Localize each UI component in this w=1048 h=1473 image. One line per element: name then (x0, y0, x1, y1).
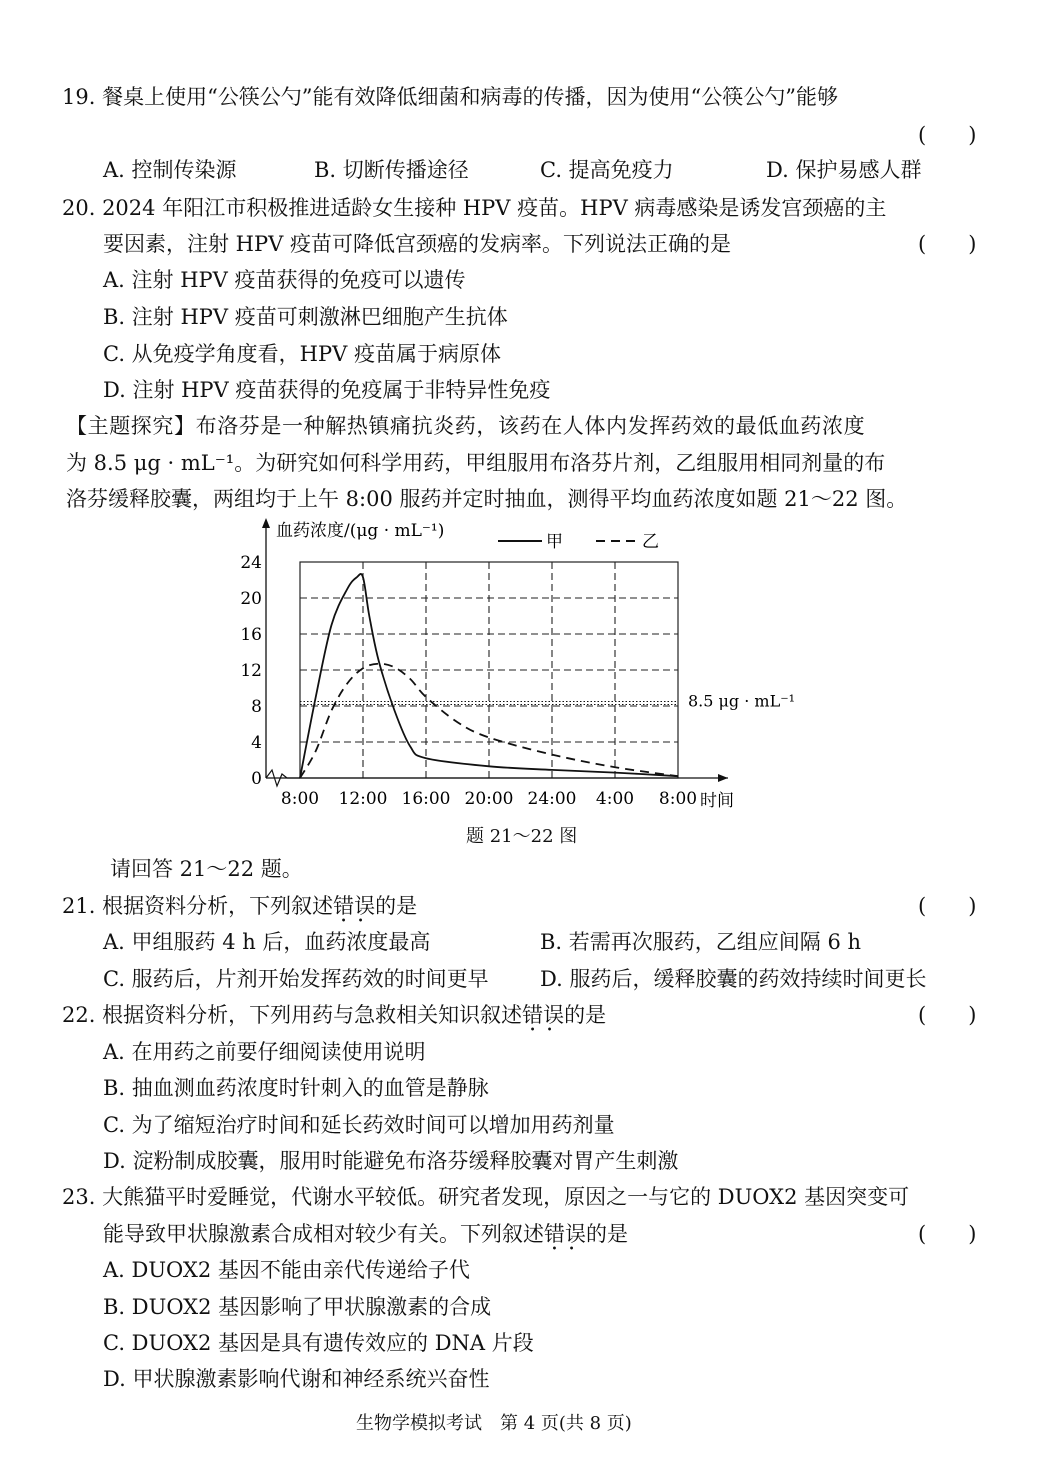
q23-option-c[interactable]: C. DUOX2 基因是具有遗传效应的 DNA 片段 (103, 1331, 534, 1355)
x-tick-label-2: 16:00 (401, 789, 451, 809)
q19-stem: 19. 餐桌上使用“公筷公勺”能有效降低细菌和病毒的传播，因为使用“公筷公勺”能够 (62, 85, 839, 109)
q19-answer-paren[interactable]: ( ) (918, 123, 977, 147)
q23-answer-paren[interactable]: ( ) (918, 1222, 977, 1246)
x-axis-label: 时间 (700, 791, 734, 811)
x-tick-label-6: 8:00 (658, 789, 698, 809)
q19-option-d[interactable]: D. 保护易感人群 (766, 158, 922, 182)
y-tick-label-4: 4 (251, 733, 262, 753)
q22-option-a[interactable]: A. 在用药之前要仔细阅读使用说明 (103, 1040, 426, 1064)
x-tick-label-3: 20:00 (464, 789, 514, 809)
q20-stem-line2: 要因素，注射 HPV 疫苗可降低宫颈癌的发病率。下列说法正确的是 (103, 232, 731, 256)
q20-option-c[interactable]: C. 从免疫学角度看，HPV 疫苗属于病原体 (103, 342, 501, 366)
page-footer: 生物学模拟考试 第 4 页(共 8 页) (356, 1413, 632, 1434)
q23-option-d[interactable]: D. 甲状腺激素影响代谢和神经系统兴奋性 (103, 1367, 490, 1391)
q21-option-c[interactable]: C. 服药后，片剂开始发挥药效的时间更早 (103, 967, 489, 991)
legend-label-jia: 甲 (546, 532, 563, 552)
q20-stem-line1: 20. 2024 年阳江市积极推进适龄女生接种 HPV 疫苗。HPV 病毒感染是诱发宫颈癌的主 (62, 196, 887, 220)
q22-stem: 22. 根据资料分析，下列用药与急救相关知识叙述错误 • •的是 (62, 1002, 606, 1028)
x-tick-label-5: 4:00 (595, 789, 635, 809)
q22-emphasis: 错误 • • (522, 1002, 564, 1028)
q23-emphasis: 错误 • • (544, 1221, 586, 1247)
y-tick-label-8: 8 (251, 697, 262, 717)
y-axis-arrow (262, 518, 270, 528)
theme-line2: 为 8.5 μg · mL⁻¹。为研究如何科学用药，甲组服用布洛芬片剂，乙组服用相同剂量的布 (66, 451, 886, 475)
y-tick-label-0: 0 (251, 769, 262, 789)
threshold-label: 8.5 μg · mL⁻¹ (688, 691, 796, 711)
q20-option-a[interactable]: A. 注射 HPV 疫苗获得的免疫可以遗传 (103, 268, 466, 292)
blood-drug-concentration-chart (240, 516, 796, 816)
q21-emphasis: 错误 • • (333, 893, 375, 919)
q22-option-b[interactable]: B. 抽血测血药浓度时针刺入的血管是静脉 (103, 1076, 489, 1100)
x-tick-label-1: 12:00 (338, 789, 388, 809)
instruction-text: 请回答 21～22 题。 (110, 857, 303, 881)
q23-option-a[interactable]: A. DUOX2 基因不能由亲代传递给子代 (103, 1258, 470, 1282)
q21-option-d[interactable]: D. 服药后，缓释胶囊的药效持续时间更长 (540, 967, 927, 991)
q19-option-a[interactable]: A. 控制传染源 (103, 158, 237, 182)
q21-stem: 21. 根据资料分析，下列叙述错误 • •的是 (62, 893, 417, 919)
q21-option-a[interactable]: A. 甲组服药 4 h 后，血药浓度最高 (103, 930, 431, 954)
q22-option-c[interactable]: C. 为了缩短治疗时间和延长药效时间可以增加用药剂量 (103, 1113, 615, 1137)
q23-stem-line2: 能导致甲状腺激素合成相对较少有关。下列叙述错误 • •的是 (103, 1221, 628, 1247)
q23-option-b[interactable]: B. DUOX2 基因影响了甲状腺激素的合成 (103, 1295, 492, 1319)
q23-stem-line1: 23. 大熊猫平时爱睡觉，代谢水平较低。研究者发现，原因之一与它的 DUOX2 基因突变可 (62, 1185, 910, 1209)
legend-label-yi: 乙 (642, 532, 659, 552)
q22-answer-paren[interactable]: ( ) (918, 1003, 977, 1027)
y-tick-label-16: 16 (240, 625, 262, 645)
q21-option-b[interactable]: B. 若需再次服药，乙组应间隔 6 h (540, 930, 862, 954)
q21-answer-paren[interactable]: ( ) (918, 894, 977, 918)
theme-line1: 【主题探究】布洛芬是一种解热镇痛抗炎药，该药在人体内发挥药效的最低血药浓度 (66, 414, 866, 438)
q20-option-b[interactable]: B. 注射 HPV 疫苗可刺激淋巴细胞产生抗体 (103, 305, 508, 329)
q20-answer-paren[interactable]: ( ) (918, 232, 977, 256)
y-tick-label-24: 24 (240, 553, 262, 573)
y-axis-label: 血药浓度/(μg · mL⁻¹) (276, 521, 445, 541)
x-tick-label-4: 24:00 (527, 789, 577, 809)
q20-option-d[interactable]: D. 注射 HPV 疫苗获得的免疫属于非特异性免疫 (103, 378, 551, 402)
q19-option-c[interactable]: C. 提高免疫力 (540, 158, 674, 182)
y-tick-label-12: 12 (240, 661, 262, 681)
x-axis-arrow (718, 774, 728, 782)
figure-caption: 题 21～22 图 (466, 826, 578, 847)
theme-line3: 洛芬缓释胶囊，两组均于上午 8:00 服药并定时抽血，测得平均血药浓度如题 21～22 图。 (66, 487, 908, 511)
q19-option-b[interactable]: B. 切断传播途径 (314, 158, 469, 182)
x-tick-label-0: 8:00 (280, 789, 320, 809)
y-tick-label-20: 20 (240, 589, 262, 609)
q22-option-d[interactable]: D. 淀粉制成胶囊，服用时能避免布洛芬缓释胶囊对胃产生刺激 (103, 1149, 679, 1173)
